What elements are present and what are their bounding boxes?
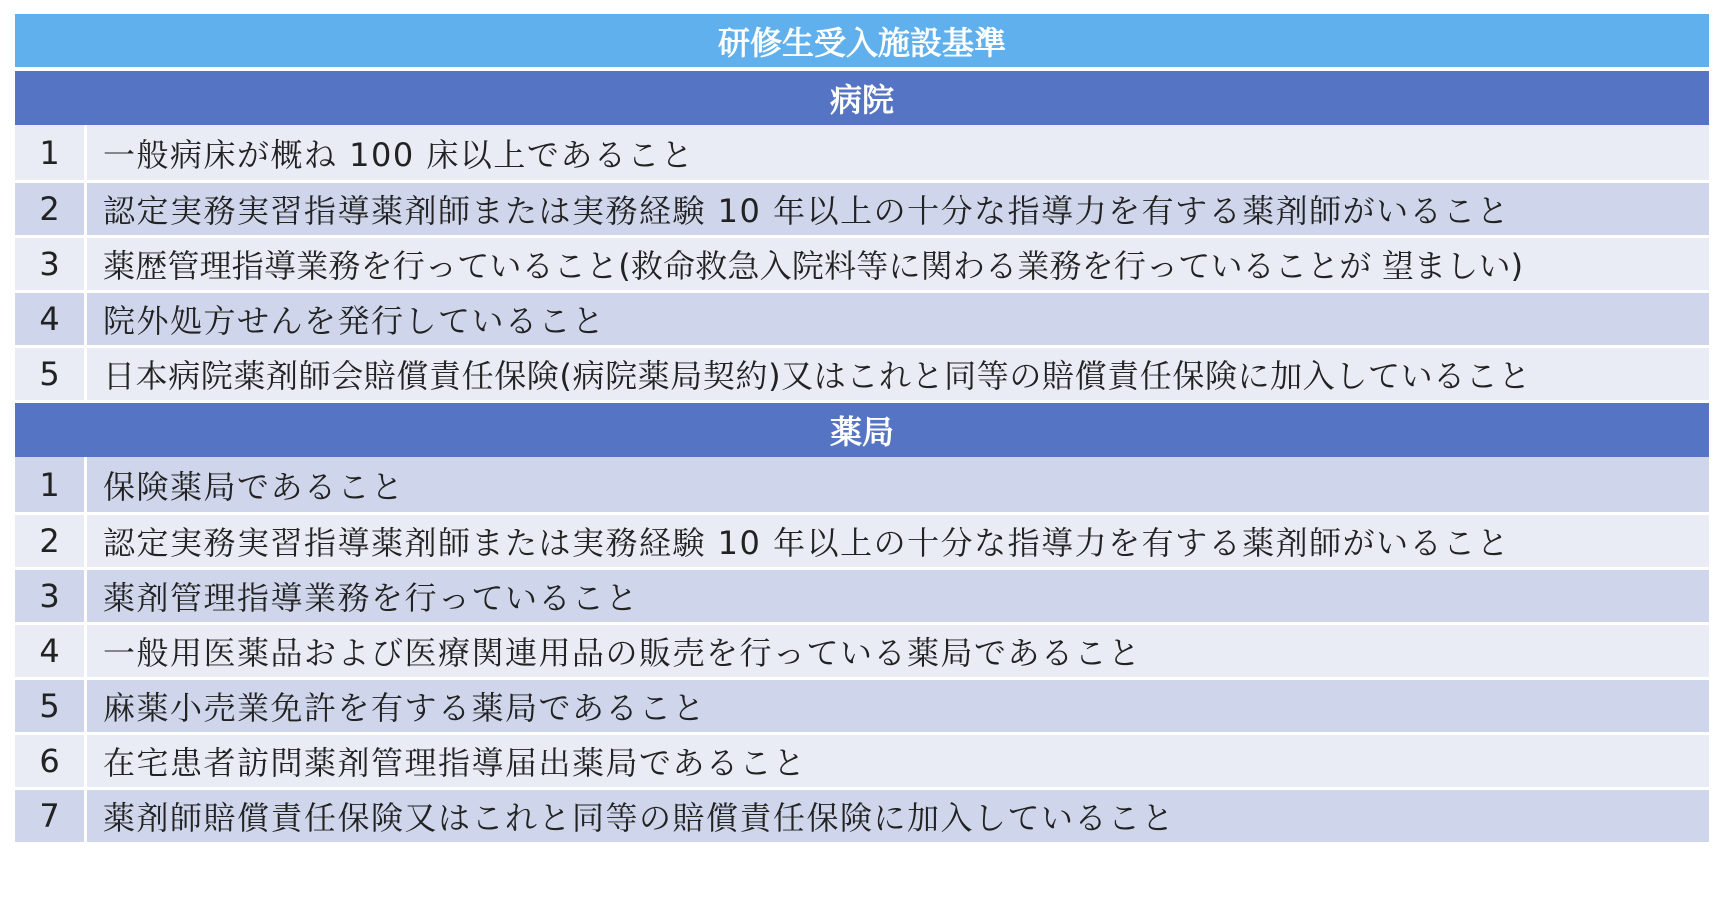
row-text: 一般用医薬品および医療関連用品の販売を行っている薬局であること [103,634,1142,672]
table-row [15,677,1709,732]
table-row [15,787,1709,842]
table-row [15,235,1709,290]
table-row [15,512,1709,567]
row-number: 5 [15,348,87,400]
row-text: 一般病床が概ね 100 床以上であること [103,135,695,174]
table-row [15,457,1709,512]
section-heading-hospital: 病院 [15,71,1709,125]
row-number: 7 [15,790,87,842]
row-number: 3 [15,238,87,290]
row-number: 2 [15,183,87,235]
table-row [15,345,1709,400]
table-title: 研修生受入施設基準 [15,14,1709,67]
row-number: 3 [15,570,87,622]
row-number: 1 [15,125,87,180]
row-text: 薬歴管理指導業務を行っていること(救命救急入院料等に関わる業務を行っていることが 望ましい) [103,247,1524,285]
table-row [15,732,1709,787]
row-number: 4 [15,293,87,345]
row-number: 4 [15,625,87,677]
row-number: 1 [15,457,87,512]
row-text: 認定実務実習指導薬剤師または実務経験 10 年以上の十分な指導力を有する薬剤師がいること [103,192,1511,230]
row-text: 在宅患者訪問薬剤管理指導届出薬局であること [103,744,807,782]
table-row [15,125,1709,180]
table-row [15,180,1709,235]
row-text: 日本病院薬剤師会賠償責任保険(病院薬局契約)又はこれと同等の賠償責任保険に加入していること [103,357,1531,395]
row-number: 6 [15,735,87,787]
criteria-table [15,14,1709,842]
row-text: 認定実務実習指導薬剤師または実務経験 10 年以上の十分な指導力を有する薬剤師がいること [103,524,1511,562]
table-row [15,622,1709,677]
row-text: 麻薬小売業免許を有する薬局であること [103,689,707,727]
row-number: 2 [15,515,87,567]
row-text: 保険薬局であること [103,467,405,506]
section-heading-pharmacy: 薬局 [15,400,1709,457]
table-row [15,290,1709,345]
row-number: 5 [15,680,87,732]
row-text: 薬剤師賠償責任保険又はこれと同等の賠償責任保険に加入していること [103,799,1176,837]
row-text: 院外処方せんを発行していること [103,302,606,340]
table-row [15,567,1709,622]
row-text: 薬剤管理指導業務を行っていること [103,579,640,617]
